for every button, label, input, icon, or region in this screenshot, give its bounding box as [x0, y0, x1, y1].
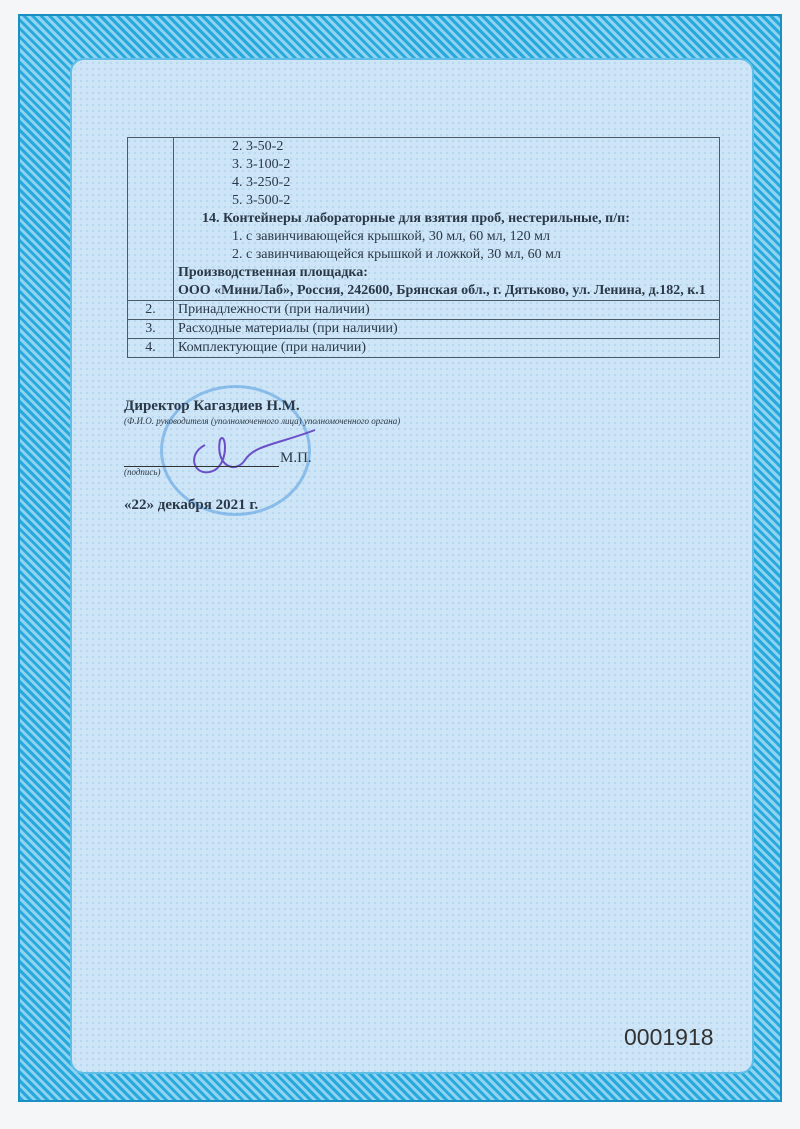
list-item: 5. 3-500-2	[232, 193, 291, 208]
table-row	[128, 320, 720, 339]
signature-line	[124, 449, 279, 467]
row-number: 2.	[128, 301, 174, 320]
site-label: Производственная площадка:	[178, 265, 368, 280]
row-number: 4.	[128, 339, 174, 358]
table-row	[128, 301, 720, 320]
list-item: 4. 3-250-2	[232, 175, 291, 190]
row-content: Комплектующие (при наличии)	[174, 339, 720, 358]
list-item: 1. с завинчивающейся крышкой, 30 мл, 60 мл, 120 мл	[232, 229, 550, 244]
issue-date: «22» декабря 2021 г.	[124, 497, 259, 513]
list-item-heading: 14. Контейнеры лабораторные для взятия проб, нестерильные, п/п:	[202, 211, 630, 226]
products-table	[127, 137, 720, 358]
row-number: 3.	[128, 320, 174, 339]
list-item: 2. 3-50-2	[232, 139, 284, 154]
seal-place-label: М.П.	[280, 450, 312, 466]
row-content: Расходные материалы (при наличии)	[174, 320, 720, 339]
signature-caption: (подпись)	[124, 467, 161, 477]
table-row	[128, 339, 720, 358]
row-content	[174, 138, 720, 301]
row-number	[128, 138, 174, 301]
site-address: ООО «МиниЛаб», Россия, 242600, Брянская обл., г. Дятьково, ул. Ленина, д.182, к.1	[178, 283, 706, 298]
signatory-name: Директор Кагаздиев Н.М.	[124, 398, 300, 414]
table-row	[128, 138, 720, 301]
signatory-caption: (Ф.И.О. руководителя (уполномоченного лица) уполномоченного органа)	[124, 416, 401, 426]
list-item: 3. 3-100-2	[232, 157, 291, 172]
serial-number: 0001918	[624, 1024, 714, 1050]
list-item: 2. с завинчивающейся крышкой и ложкой, 30 мл, 60 мл	[232, 247, 561, 262]
row-content: Принадлежности (при наличии)	[174, 301, 720, 320]
